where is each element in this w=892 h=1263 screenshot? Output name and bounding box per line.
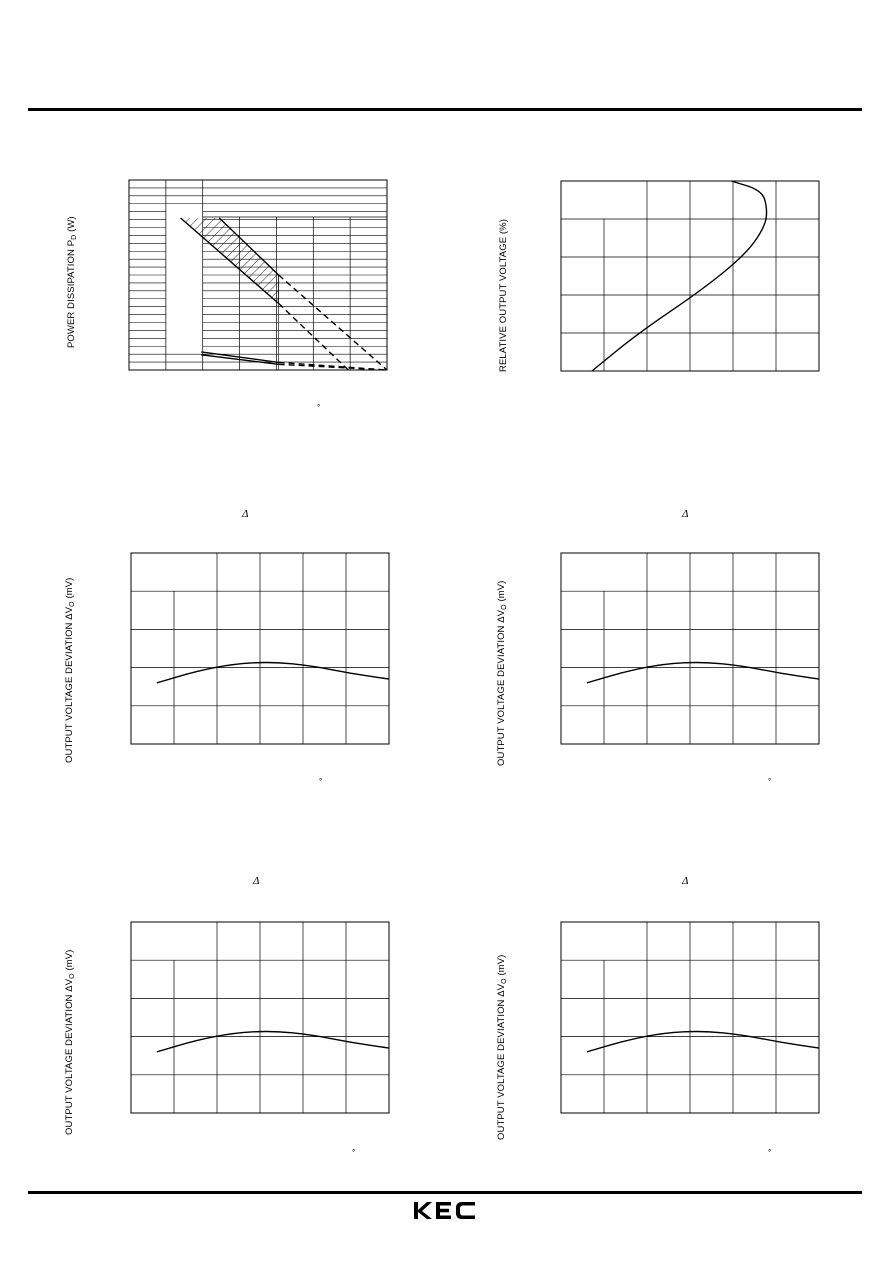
series-line-7 <box>279 362 387 370</box>
degree-mark-5: ° <box>768 1148 772 1157</box>
dev4-ylabel-sub: O <box>501 978 508 984</box>
series-line-0 <box>157 1032 389 1052</box>
dev2-ylabel-pre: OUTPUT VOLTAGE DEVIATION ΔV <box>496 609 507 766</box>
series-line-6 <box>201 352 278 362</box>
dev3-ylabel-post: (mV) <box>64 949 75 974</box>
dev1-ylabel-pre: OUTPUT VOLTAGE DEVIATION ΔV <box>64 606 75 763</box>
chart-deviation-1 <box>131 553 389 744</box>
series-line-0 <box>592 181 767 371</box>
delta-mark-2: Δ <box>682 508 689 520</box>
rel-ylabel-text: RELATIVE OUTPUT VOLTAGE (%) <box>498 219 509 372</box>
degree-mark-4: ° <box>352 1148 356 1157</box>
chart-deviation-4 <box>561 922 819 1113</box>
pd-ylabel-pre: POWER DISSIPATION P <box>66 239 77 348</box>
dev2-ylabel-post: (mV) <box>496 580 507 605</box>
series-line-0 <box>587 663 819 683</box>
degree-mark-3: ° <box>768 777 772 786</box>
chart-deviation-3 <box>131 922 389 1113</box>
dev1-ylabel-post: (mV) <box>64 577 75 602</box>
chart-relative-output-voltage <box>561 181 819 371</box>
dev2-ylabel-sub: O <box>501 604 508 610</box>
series-line-0 <box>157 663 389 683</box>
kec-logo <box>414 1200 478 1227</box>
series-line-4 <box>201 355 278 365</box>
chart-deviation-2 <box>561 553 819 744</box>
delta-mark-3: Δ <box>253 875 260 887</box>
pd-ylabel-sub: D <box>71 234 78 240</box>
delta-mark-4: Δ <box>682 875 689 887</box>
dev4-ylabel-post: (mV) <box>496 954 507 979</box>
dev3-ylabel-pre: OUTPUT VOLTAGE DEVIATION ΔV <box>64 978 75 1135</box>
pd-ylabel-post: (W) <box>66 216 77 235</box>
delta-mark-1: Δ <box>242 508 249 520</box>
degree-mark-2: ° <box>319 777 323 786</box>
kec-logo-mark <box>414 1200 478 1222</box>
dev3-ylabel-sub: O <box>69 973 76 979</box>
degree-mark-1: ° <box>317 403 321 412</box>
dev1-ylabel-sub: O <box>69 601 76 607</box>
chart-power-dissipation <box>129 180 387 370</box>
series-line-0 <box>587 1032 819 1052</box>
dev4-ylabel-pre: OUTPUT VOLTAGE DEVIATION ΔV <box>496 983 507 1140</box>
